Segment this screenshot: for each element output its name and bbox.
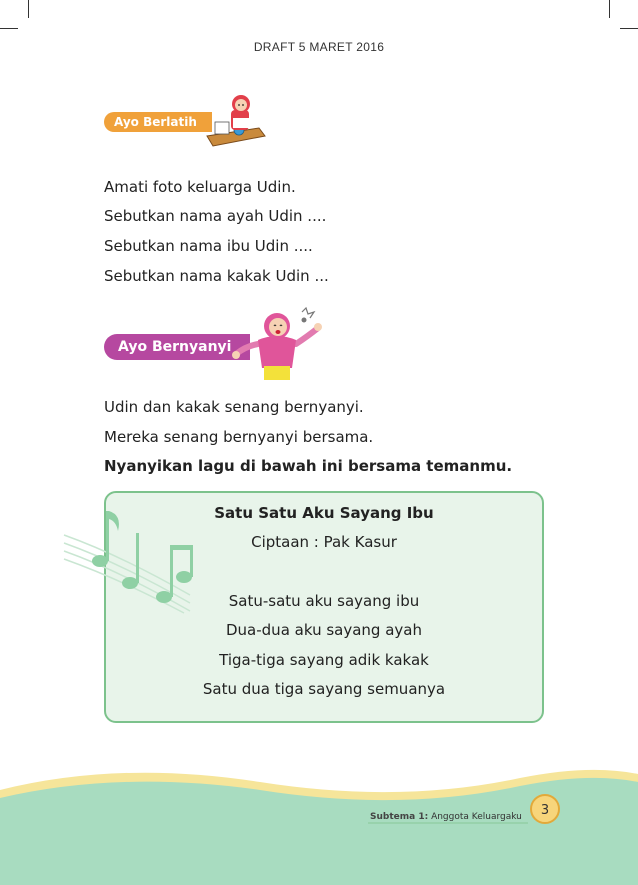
singing-line: Udin dan kakak senang bernyanyi.: [104, 398, 364, 416]
crop-mark: [620, 28, 638, 29]
singing-instruction: Nyanyikan lagu di bawah ini bersama temanmu.: [104, 457, 513, 475]
footer-subtema: [370, 812, 522, 822]
singing-girl-illustration: [232, 306, 324, 384]
song-lyric-line: Satu-satu aku sayang ibu: [228, 592, 420, 610]
subtema-label: Subtema 1:: [370, 812, 429, 822]
ayo-bernyanyi-label: Ayo Bernyanyi: [104, 334, 250, 360]
exercise-line: Sebutkan nama ayah Udin ....: [104, 207, 327, 225]
song-lyric-line: Satu dua tiga sayang semuanya: [202, 680, 446, 698]
song-author: Ciptaan : Pak Kasur: [251, 533, 397, 551]
subtema-name: Anggota Keluargaku: [431, 812, 522, 822]
ayo-berlatih-label: Ayo Berlatih: [104, 112, 212, 132]
exercise-line: Amati foto keluarga Udin.: [104, 178, 296, 196]
crop-mark: [0, 28, 18, 29]
song-title: Satu Satu Aku Sayang Ibu: [214, 504, 434, 522]
singing-line: Mereka senang bernyanyi bersama.: [104, 428, 374, 446]
draft-header: DRAFT 5 MARET 2016: [253, 40, 385, 54]
exercise-line: Sebutkan nama ibu Udin ....: [104, 237, 313, 255]
exercise-line: Sebutkan nama kakak Udin ...: [104, 267, 329, 285]
page-number: 3: [530, 794, 560, 824]
crop-mark: [28, 0, 29, 18]
studying-girl-illustration: [205, 92, 267, 148]
song-lyric-line: Tiga-tiga sayang adik kakak: [219, 651, 429, 669]
song-lyric-line: Dua-dua aku sayang ayah: [226, 621, 422, 639]
crop-mark: [609, 0, 610, 18]
